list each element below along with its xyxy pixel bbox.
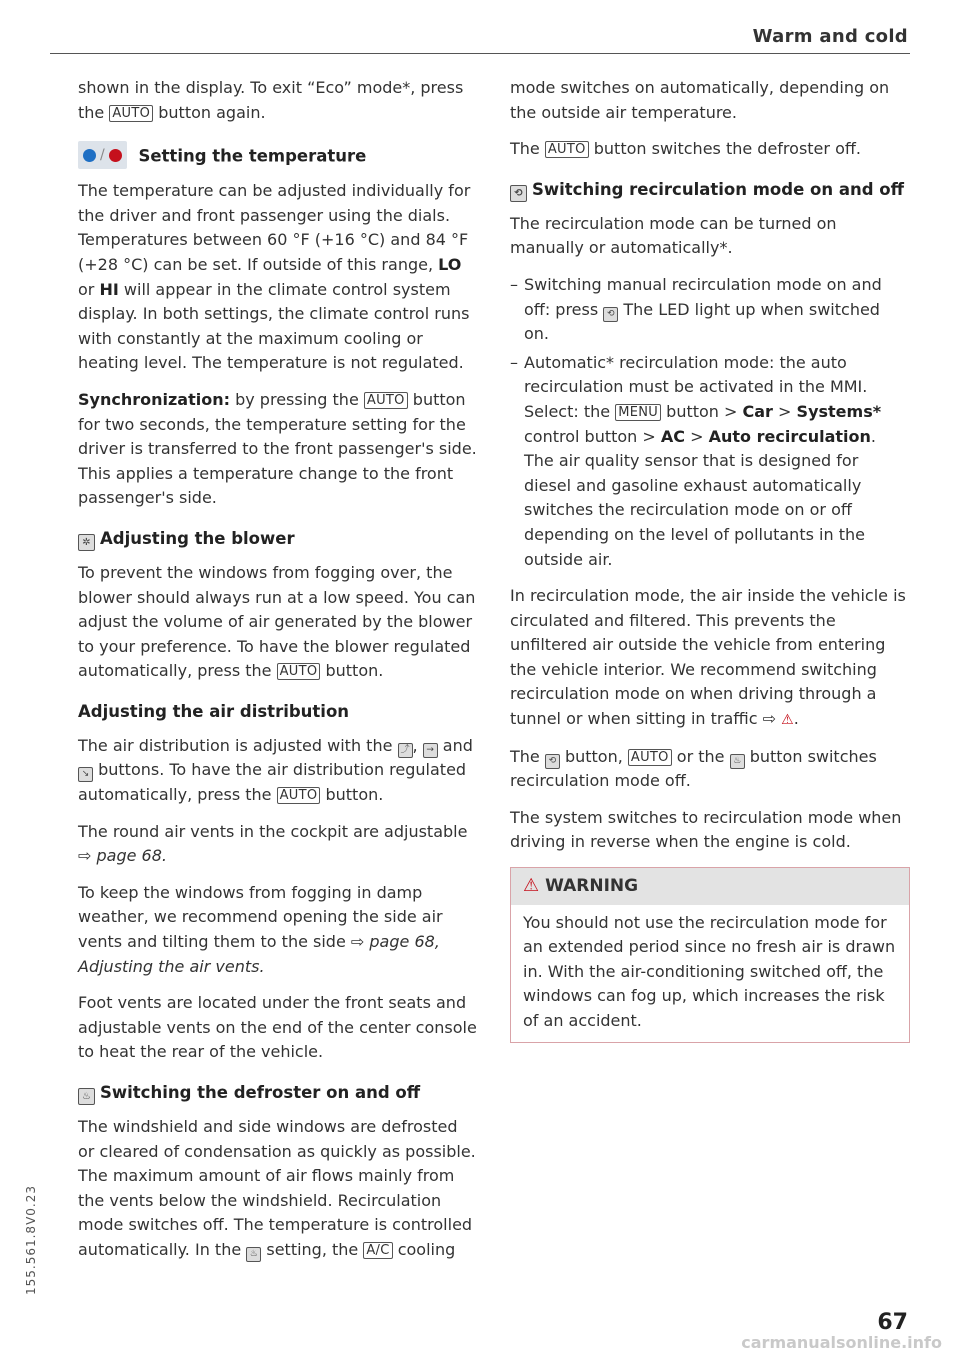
paragraph-recirculation-mode: In recirculation mode, the air inside the vehicle is circulated and filtered. This prevents the unfiltered air outside the vehicle from entering the vehicle interior. We recommend switching recirculation mode on when driving through a tunnel or when sitting in traffic ⇨ ⚠.: [510, 586, 906, 729]
defroster-icon: ♨: [730, 754, 745, 769]
fan-icon: ✲: [78, 534, 95, 551]
red-dot-icon: [109, 149, 122, 162]
heading-setting-temperature: / Setting the temperature: [78, 141, 478, 169]
paragraph-defroster-off: The AUTO button switches the defroster off.: [510, 139, 861, 159]
paragraph-recirculation-intro: The recirculation mode can be turned on manually or automatically*.: [510, 213, 837, 258]
warning-header: ⚠ WARNING: [511, 868, 909, 905]
page-reference-link[interactable]: ⇨ page 68.: [78, 846, 167, 866]
auto-key: AUTO: [628, 749, 672, 766]
heading-blower: ✲ Adjusting the blower: [78, 527, 478, 551]
paragraph-foot-vents: Foot vents are located under the front seats and adjustable vents on the end of the center console to heat the rear of the vehicle.: [78, 993, 477, 1062]
header-rule: [50, 53, 910, 54]
left-column: [78, 76, 478, 1275]
auto-key: AUTO: [364, 392, 408, 409]
warning-box: [510, 867, 910, 1043]
list-item: – Automatic* recirculation mode: the auto recirculation must be activated in the MMI. Select: the MENU button > Car > Systems* control button > AC > Auto recirculation. The air quality sensor that is designed for diesel and gasoline exhaust automatically switches the recirculation mode on or off depending on the level of pollutants in the outside air.: [510, 351, 910, 572]
heading-air-distribution: Adjusting the air distribution: [78, 701, 350, 721]
section-title: Warm and cold: [752, 26, 908, 47]
ac-key: A/C: [363, 1242, 392, 1259]
document-code: 155.561.8V0.23: [24, 1185, 38, 1295]
paragraph-air-distribution: The air distribution is adjusted with the ⤴ , → and ↘ buttons. To have the air distribution regulated automatically, press the AUTO button.: [78, 735, 473, 805]
paragraph-recirculation-off: The ⟲ button, AUTO or the ♨ button switches recirculation mode off.: [510, 746, 877, 791]
auto-key: AUTO: [277, 787, 321, 804]
warning-triangle-icon: ⚠: [781, 712, 794, 729]
defroster-icon: ♨: [246, 1247, 261, 1262]
auto-key: AUTO: [109, 105, 153, 122]
paragraph-reverse: The system switches to recirculation mode when driving in reverse when the engine is cold.: [510, 807, 902, 852]
page-reference-link[interactable]: ⇨ page 68, Adjusting the air vents.: [78, 932, 440, 976]
menu-key: MENU: [615, 404, 661, 421]
paragraph-side-vents: To keep the windows from fogging in damp weather, we recommend opening the side air vents and tilting them to the side ⇨ page 68, Adjusting the air vents.: [78, 882, 443, 976]
blue-dot-icon: [83, 149, 96, 162]
paragraph-defroster-continued: mode switches on automatically, depending on the outside air temperature.: [510, 78, 890, 122]
paragraph-eco-exit: shown in the display. To exit “Eco” mode*, press the AUTO button again.: [78, 78, 464, 122]
warning-text: You should not use the recirculation mode for an extended period since no fresh air is drawn in. With the air-conditioning switched off, the windows can fog up, which increases the risk of an accident.: [523, 912, 896, 1030]
heading-defroster: ♨ Switching the defroster on and off: [78, 1081, 478, 1105]
recirculation-icon: ⟲: [603, 307, 618, 322]
paragraph-synchronization: Synchronization: by pressing the AUTO button for two seconds, the temperature setting for the driver is transferred to the front passenger's side. This applies a temperature change to the front passenger's side.: [78, 389, 477, 508]
air-windshield-icon: ⤴: [398, 743, 413, 758]
paragraph-blower: To prevent the windows from fogging over, the blower should always run at a low speed. You can adjust the volume of air generated by the blower to your preference. To have the blower regulated automatically, press the AUTO button.: [78, 562, 476, 681]
auto-key: AUTO: [277, 663, 321, 680]
air-footwell-icon: ↘: [78, 767, 93, 782]
watermark: carmanualsonline.info: [741, 1333, 942, 1352]
recirculation-steps: [510, 273, 910, 572]
right-column: [510, 76, 910, 1043]
air-upper-body-icon: →: [423, 743, 438, 758]
paragraph-defroster: The windshield and side windows are defrosted or cleared of condensation as quickly as possible. The maximum amount of air flows mainly from the vents below the windshield. Recirculation mode switches off. The temperature is controlled automatically. In the ♨ setting, the A/C cooling: [78, 1115, 478, 1263]
temperature-dials-icon: /: [78, 141, 127, 169]
page-number: 67: [877, 1310, 908, 1335]
recirculation-icon: ⟲: [510, 185, 527, 202]
paragraph-round-vents: The round air vents in the cockpit are adjustable ⇨ page 68.: [78, 821, 468, 866]
warning-triangle-icon: ⚠: [523, 875, 540, 897]
paragraph-temperature: The temperature can be adjusted individually for the driver and front passenger using the dials. Temperatures between 60 °F (+16 °C) and 84 °F (+28 °C) can be set. If outside of this range, LO or HI will appear in the climate control system display. In both settings, the climate control runs with constantly at the maximum cooling or heating level. The temperature is not regulated.: [78, 181, 471, 373]
recirculation-icon: ⟲: [545, 754, 560, 769]
heading-recirculation: ⟲ Switching recirculation mode on and off: [510, 178, 910, 202]
defroster-icon: ♨: [78, 1088, 95, 1105]
auto-key: AUTO: [545, 141, 589, 158]
list-item: – Switching manual recirculation mode on and off: press ⟲ The LED light up when switched on.: [510, 273, 910, 347]
